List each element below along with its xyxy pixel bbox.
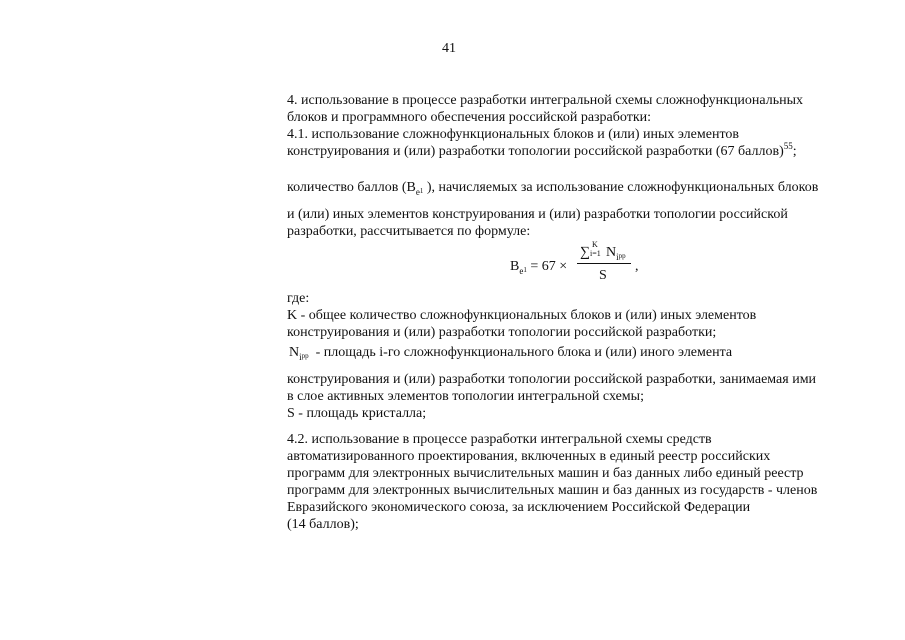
text-line: блоков и программного обеспечения российской разработки: [287,110,652,125]
text-line: K - общее количество сложнофункциональных блоков и (или) иных элементов [287,308,757,323]
text-line: конструирования и (или) разработки топологии российской разработки, занимаемая ими [287,372,817,387]
text-line: (14 баллов); [287,517,359,532]
formula-coefficient: = 67 × [530,259,568,274]
sum-term-subsubscript: pp [618,252,626,260]
where-definitions [287,290,887,422]
text-line: 4. использование в процессе разработки интегральной схемы сложнофункциональных [287,93,803,108]
text-line: 4.1. использование сложнофункциональных блоков и (или) иных элементов [287,127,739,142]
text-line: S - площадь кристалла; [287,406,427,421]
points-symbol [407,179,424,201]
symbol-letter: B [406,180,416,195]
sum-term-subscript: i [616,252,619,262]
text-line: программ для электронных вычислительных машин и баз данных из государств - членов [287,483,818,498]
text-line: программ для электронных вычислительных машин и баз данных либо единый реестр [287,466,804,481]
section-4-2-paragraph [287,431,887,533]
symbol-subsubscript: 1 [419,187,424,195]
text-line: автоматизированного проектирования, включенных в единый реестр российских [287,449,771,464]
text-segment: - площадь i-го сложнофункционального блока и (или) иного элемента [315,345,733,360]
points-formula [510,242,660,287]
text-segment: количество баллов ( [287,180,407,195]
formula-lhs-letter: B [510,259,520,274]
text-line: в слое активных элементов топологии интегральной схемы; [287,389,644,404]
formula-denominator: S [599,268,607,283]
points-paragraph [287,179,887,240]
sum-upper-limit: K [591,240,598,249]
sum-term: N [605,245,617,260]
text-line: 4.2. использование в процессе разработки интегральной схемы средств [287,432,712,447]
text-line: разработки, рассчитывается по формуле: [287,224,531,239]
formula-lhs [510,258,567,280]
text-segment: конструирования и (или) разработки топологии российской разработки (67 баллов) [287,144,784,159]
section-4-1-paragraph [287,126,887,160]
sum-lower-limit: i=1 [589,249,601,258]
n-symbol [289,344,309,366]
sum-limits [590,242,606,262]
section-4-heading [287,92,887,126]
n-letter: N [289,345,300,360]
fraction-bar [577,263,631,264]
text-line: и (или) иных элементов конструирования и (или) разработки топологии российской [287,207,788,222]
symbol-subscript: e [415,187,420,197]
text-segment: ), начисляемых за использование сложнофункциональных блоков [426,180,819,195]
text-line [287,179,887,201]
text-line [287,143,887,160]
footnote-marker[interactable]: 55 [783,141,793,151]
page-number: 41 [442,41,456,56]
formula-lhs-subsubscript: 1 [523,266,527,274]
text-line: Евразийского экономического союза, за исключением Российской Федерации [287,500,751,515]
n-subscript: i [299,352,302,362]
where-label: где: [287,291,310,306]
formula-lhs-subscript: e [519,266,524,276]
text-line: конструирования и (или) разработки топологии российской разработки; [287,325,717,340]
sum-symbol: ∑ [580,245,590,260]
n-subsubscript: pp [301,352,309,360]
text-segment: ; [792,144,797,159]
formula-comma: , [635,259,639,274]
text-line [287,344,887,366]
